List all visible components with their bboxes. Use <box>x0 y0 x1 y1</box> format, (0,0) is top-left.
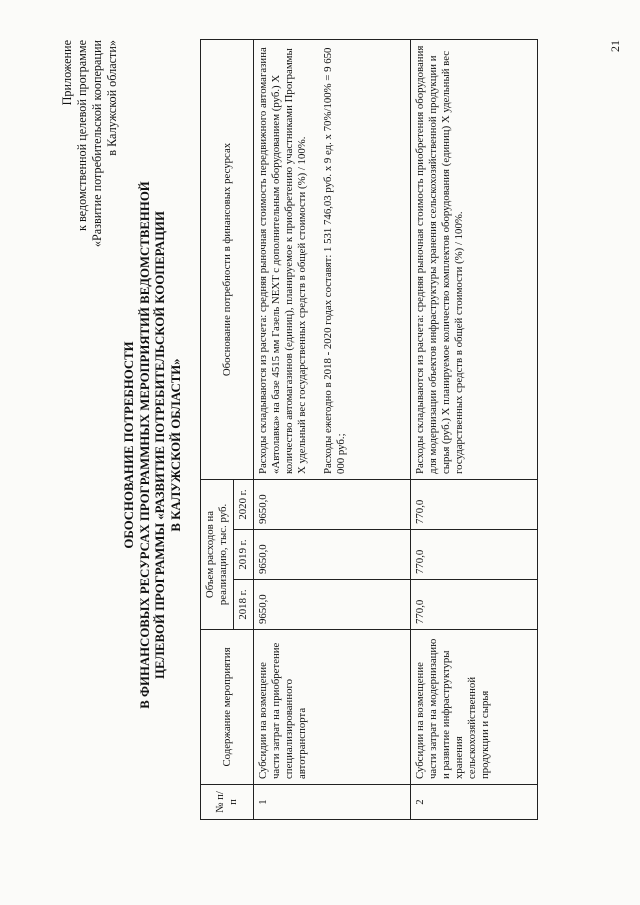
header-number: № п/п <box>201 785 254 820</box>
row-justification <box>411 40 538 480</box>
document-title <box>122 105 184 785</box>
justification-paragraph: Расходы складываются из расчета: средняя рыночная стоимость передвижного автомагазина «Автолавка» на базе 4515 мм Газель NEXT с дополнительным оборудованием (руб.) Х количество автомагазинов (единиц), планируемое к приобретению участниками Программы Х удельный вес государственных средств в общей стоимости (%) / 100%. <box>257 47 308 474</box>
row-value-2019: 9650,0 <box>254 530 411 580</box>
header-justification: Обоснование потребности в финансовых ресурсах <box>201 40 254 480</box>
header-volume: Объем расходов на реализацию, тыс. руб. <box>201 480 234 630</box>
appendix-line: Приложение <box>60 40 74 106</box>
header-year-2020: 2020 г. <box>234 480 254 530</box>
row-value-2018: 9650,0 <box>254 580 411 630</box>
justification-paragraph: Расходы складываются из расчета: средняя рыночная стоимость приобретения оборудования для модернизации объектов инфраструктуры хранения сельскохозяйственной продукции и сырья (руб.) Х планируемое количество комплектов оборудования (единиц) Х удельный вес государственных средств в общей стоимости (%) / 100%. <box>414 45 465 474</box>
row-value-2018: 770,0 <box>411 580 538 630</box>
row-justification <box>254 40 411 480</box>
justification-paragraph: Расходы ежегодно в 2018 - 2020 годах составят: 1 531 746,03 руб. х 9 ед. х 70%/100% = 9 650 000 руб.; <box>322 47 347 474</box>
appendix-note <box>60 40 120 247</box>
header-year-2018: 2018 г. <box>234 580 254 630</box>
row-value-2020: 9650,0 <box>254 480 411 530</box>
appendix-line: к ведомственной целевой программе <box>75 40 89 232</box>
row-value-2020: 770,0 <box>411 480 538 530</box>
table-row <box>411 40 538 820</box>
row-content: Субсидии на возмещение части затрат на приобретение специализированного автотранспорта <box>254 630 411 785</box>
header-year-2019: 2019 г. <box>234 530 254 580</box>
financial-needs-table <box>200 39 538 820</box>
header-content: Содержание мероприятия <box>201 630 254 785</box>
page-number: 21 <box>608 40 622 52</box>
row-value-2019: 770,0 <box>411 530 538 580</box>
appendix-line: «Развитие потребительской кооперации <box>90 40 104 248</box>
title-line: В ФИНАНСОВЫХ РЕСУРСАХ ПРОГРАММНЫХ МЕРОПРИЯТИЙ ВЕДОМСТВЕННОЙ <box>137 181 152 709</box>
table-row <box>254 40 411 820</box>
row-number: 1 <box>254 785 411 820</box>
title-line: В КАЛУЖСКОЙ ОБЛАСТИ» <box>168 358 183 532</box>
row-content: Субсидии на возмещение части затрат на модернизацию и развитие инфраструктуры хранения сельскохозяйственной продукции и сырья <box>411 630 538 785</box>
title-line: ЦЕЛЕВОЙ ПРОГРАММЫ «РАЗВИТИЕ ПОТРЕБИТЕЛЬСКОЙ КООПЕРАЦИИ <box>153 211 167 679</box>
title-line: ОБОСНОВАНИЕ ПОТРЕБНОСТИ <box>122 341 136 549</box>
row-number: 2 <box>411 785 538 820</box>
appendix-line: в Калужской области» <box>105 40 119 156</box>
